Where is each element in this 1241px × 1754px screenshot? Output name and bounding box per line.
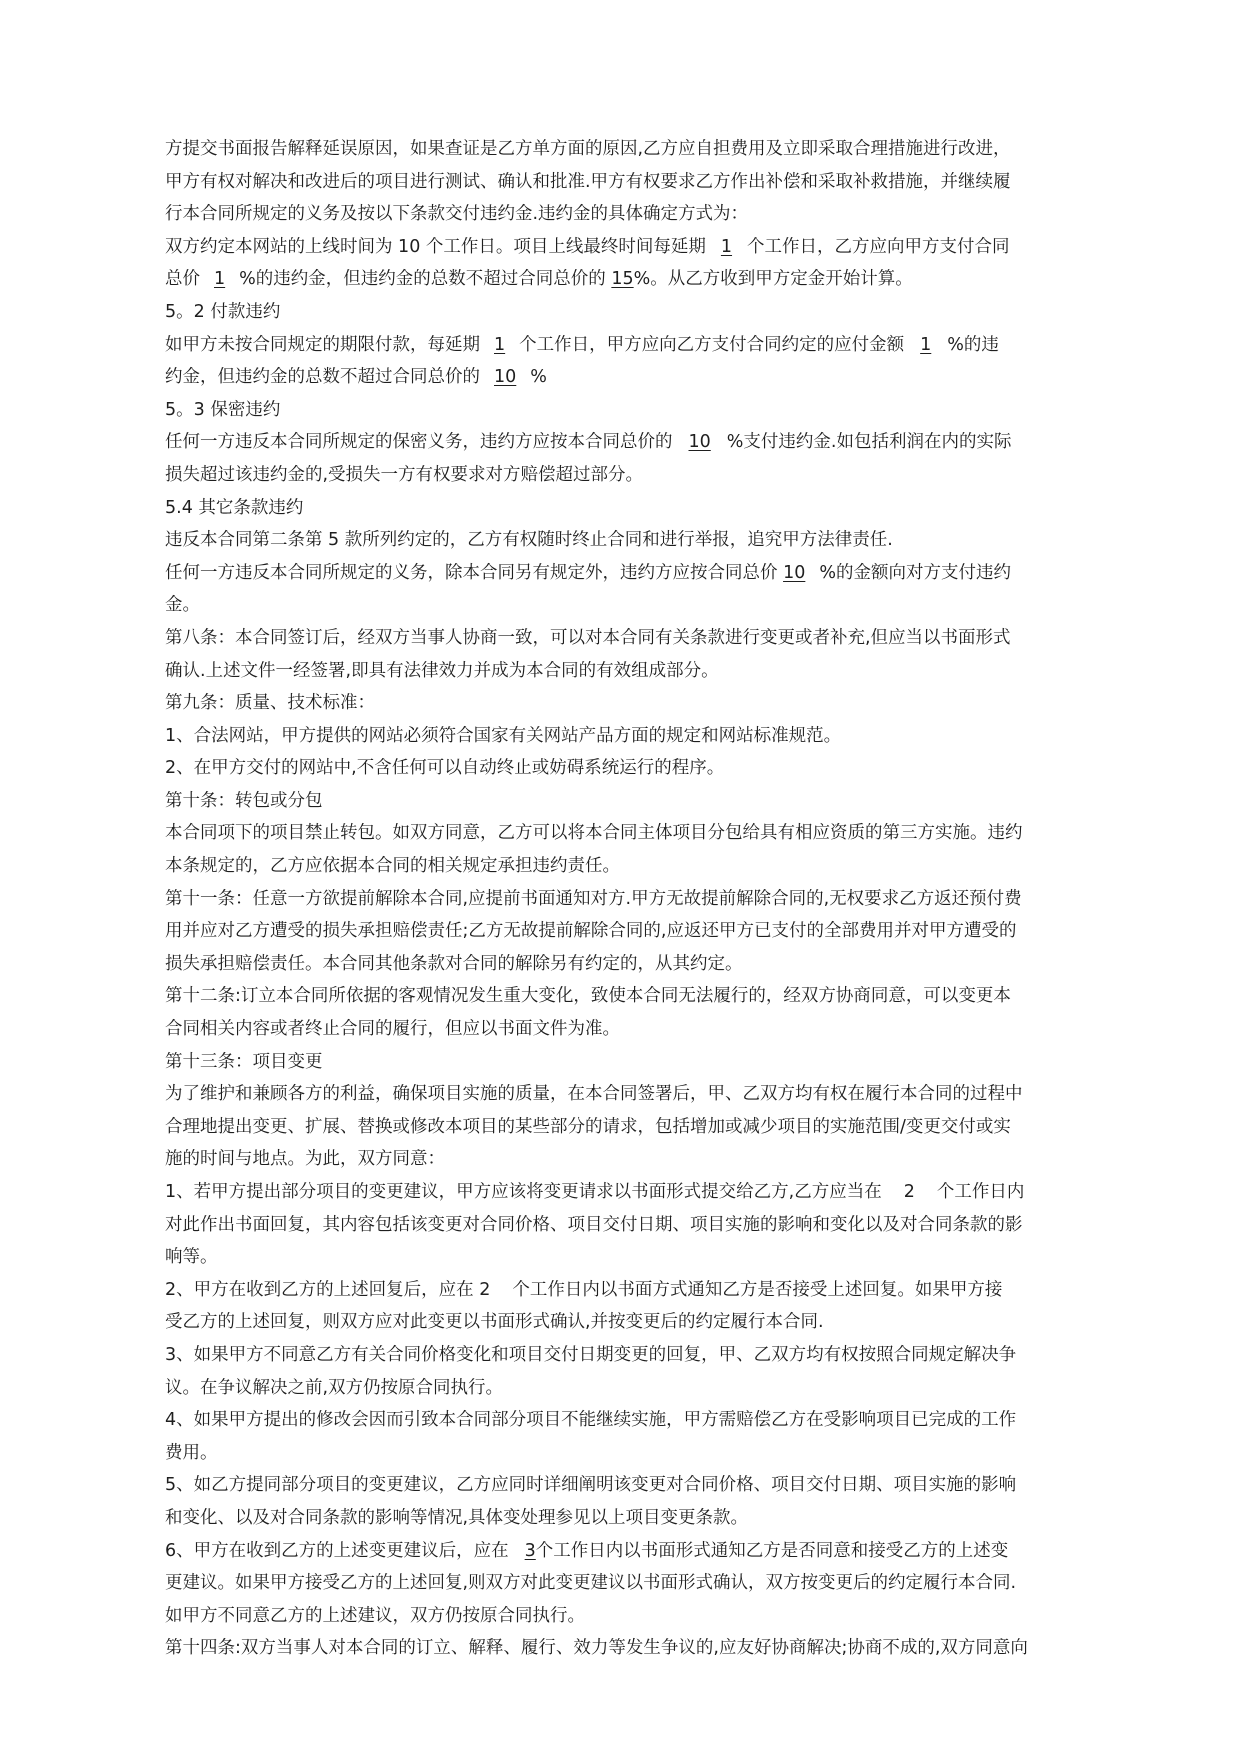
text-line: 第十二条:订立本合同所依据的客观情况发生重大变化，致使本合同无法履行的，经双方协商同意，可以变更本 <box>165 986 1011 1007</box>
text-line-total-price: 总价 1 %的违约金，但违约金的总数不超过合同总价的 15%。从乙方收到甲方定金开始计算。 <box>165 269 913 290</box>
text-line-change-request: 1、若甲方提出部分项目的变更建议，甲方应该将变更请求以书面形式提交给乙方,乙方应当在 2 个工作日内 <box>165 1182 1025 1202</box>
blank-days: 1 <box>494 334 506 355</box>
contract-text <box>165 133 1085 1665</box>
text-line: 第八条：本合同签订后，经双方当事人协商一致，可以对本合同有关条款进行变更或者补充,但应当以书面形式 <box>165 627 1011 648</box>
text-line: 行本合同所规定的义务及按以下条款交付违约金.违约金的具体确定方式为： <box>165 204 749 225</box>
text-line: 和变化、以及对合同条款的影响等情况,具体变处理参见以上项目变更条款。 <box>165 1507 749 1528</box>
section-heading: 第九条：质量、技术标准： <box>165 693 375 714</box>
section-heading: 5。3 保密违约 <box>165 399 281 420</box>
text-line: 本条规定的，乙方应依据本合同的相关规定承担违约责任。 <box>165 856 620 877</box>
text-line-change-proposal: 6、甲方在收到乙方的上述变更建议后，应在 3个工作日内以书面形式通知乙方是否同意和接受乙方的上述变 <box>165 1540 1009 1561</box>
blank-days: 2 <box>903 1182 915 1202</box>
text-line-confidentiality: 任何一方违反本合同所规定的保密义务，违约方应按本合同总价的 10 %支付违约金.如包括利润在内的实际 <box>165 432 1012 453</box>
blank-days: 3 <box>524 1540 536 1561</box>
section-heading: 第十三条：项目变更 <box>165 1051 323 1072</box>
text-line-other-breach: 任何一方违反本合同所规定的义务，除本合同另有规定外，违约方应按合同总价 10 %的金额向对方支付违约 <box>165 562 1011 583</box>
blank-days: 2 <box>479 1279 491 1300</box>
text-line: 受乙方的上述回复，则双方应对此变更以书面形式确认,并按变更后的约定履行本合同. <box>165 1312 824 1333</box>
blank-percent: 10 <box>783 562 806 583</box>
text-line: 甲方有权对解决和改进后的项目进行测试、确认和批准.甲方有权要求乙方作出补偿和采取补救措施，并继续履 <box>165 171 1011 192</box>
section-heading: 5.4 其它条款违约 <box>165 497 304 518</box>
section-heading: 5。2 付款违约 <box>165 301 281 322</box>
text-line: 为了维护和兼顾各方的利益，确保项目实施的质量，在本合同签署后，甲、乙双方均有权在履行本合同的过程中 <box>165 1084 1023 1105</box>
blank-max-percent: 15 <box>611 269 634 290</box>
text-line: 3、如果甲方不同意乙方有关合同价格变化和项目交付日期变更的回复，甲、乙双方均有权按照合同规定解决争 <box>165 1344 1017 1365</box>
text-line: 议。在争议解决之前,双方仍按原合同执行。 <box>165 1377 504 1398</box>
text-line: 违反本合同第二条第 5 款所列约定的，乙方有权随时终止合同和进行举报，追究甲方法律责任. <box>165 530 893 551</box>
text-line-reply-notice: 2、甲方在收到乙方的上述回复后，应在 2 个工作日内以书面方式通知乙方是否接受上述回复。如果甲方接 <box>165 1279 1003 1300</box>
text-line: 更建议。如果甲方接受乙方的上述回复,则双方对此变更建议以书面形式确认，双方按变更后的约定履行本合同. <box>165 1573 1017 1594</box>
text-line: 1、合法网站，甲方提供的网站必须符合国家有关网站产品方面的规定和网站标准规范。 <box>165 725 842 746</box>
text-line: 合理地提出变更、扩展、替换或修改本项目的某些部分的请求，包括增加或减少项目的实施范围/变更交付或实 <box>165 1116 1011 1137</box>
text-line: 2、在甲方交付的网站中,不含任何可以自动终止或妨碍系统运行的程序。 <box>165 758 725 779</box>
text-line: 用并应对乙方遭受的损失承担赔偿责任;乙方无故提前解除合同的,应返还甲方已支付的全部费用并对甲方遭受的 <box>165 921 1017 942</box>
text-line: 金。 <box>165 595 200 616</box>
section-heading: 第十条：转包或分包 <box>165 790 323 811</box>
text-line: 损失超过该违约金的,受损失一方有权要求对方赔偿超过部分。 <box>165 464 644 485</box>
text-line: 损失承担赔偿责任。本合同其他条款对合同的解除另有约定的，从其约定。 <box>165 953 743 974</box>
text-line-payment-cap: 约金，但违约金的总数不超过合同总价的 10 % <box>165 367 547 388</box>
text-line-launch-time: 双方约定本网站的上线时间为 10 个工作日。项目上线最终时间每延期 1 个工作日，乙方应向甲方支付合同 <box>165 236 1010 257</box>
blank-percent: 10 <box>494 367 517 388</box>
text-line: 确认.上述文件一经签署,即具有法律效力并成为本合同的有效组成部分。 <box>165 660 719 681</box>
text-line: 方提交书面报告解释延误原因，如果查证是乙方单方面的原因,乙方应自担费用及立即采取合理措施进行改进， <box>165 139 1011 159</box>
text-line: 施的时间与地点。为此，双方同意： <box>165 1149 445 1170</box>
text-line: 5、如乙方提同部分项目的变更建议，乙方应同时详细阐明该变更对合同价格、项目交付日期、项目实施的影响 <box>165 1475 1017 1496</box>
text-line: 响等。 <box>165 1247 218 1268</box>
blank-percent: 10 <box>688 432 711 453</box>
text-line-payment: 如甲方未按合同规定的期限付款，每延期 1 个工作日，甲方应向乙方支付合同约定的应付金额 1 %的违 <box>165 334 999 355</box>
text-line: 本合同项下的项目禁止转包。如双方同意，乙方可以将本合同主体项目分包给具有相应资质的第三方实施。违约 <box>165 823 1023 844</box>
text-line: 第十四条:双方当事人对本合同的订立、解释、履行、效力等发生争议的,应友好协商解决;协商不成的,双方同意向 <box>165 1638 1028 1659</box>
text-line: 合同相关内容或者终止合同的履行，但应以书面文件为准。 <box>165 1019 620 1040</box>
text-line: 费用。 <box>165 1442 218 1463</box>
blank-days: 1 <box>720 236 733 257</box>
blank-percent: 1 <box>920 334 932 355</box>
text-line: 第十一条：任意一方欲提前解除本合同,应提前书面通知对方.甲方无故提前解除合同的,无权要求乙方返还预付费 <box>165 888 1022 909</box>
text-line: 如甲方不同意乙方的上述建议，双方仍按原合同执行。 <box>165 1605 585 1626</box>
blank-percent: 1 <box>214 269 226 290</box>
text-line: 对此作出书面回复，其内容包括该变更对合同价格、项目交付日期、项目实施的影响和变化以及对合同条款的影 <box>165 1214 1023 1235</box>
text-line: 4、如果甲方提出的修改会因而引致本合同部分项目不能继续实施，甲方需赔偿乙方在受影响项目已完成的工作 <box>165 1410 1017 1431</box>
